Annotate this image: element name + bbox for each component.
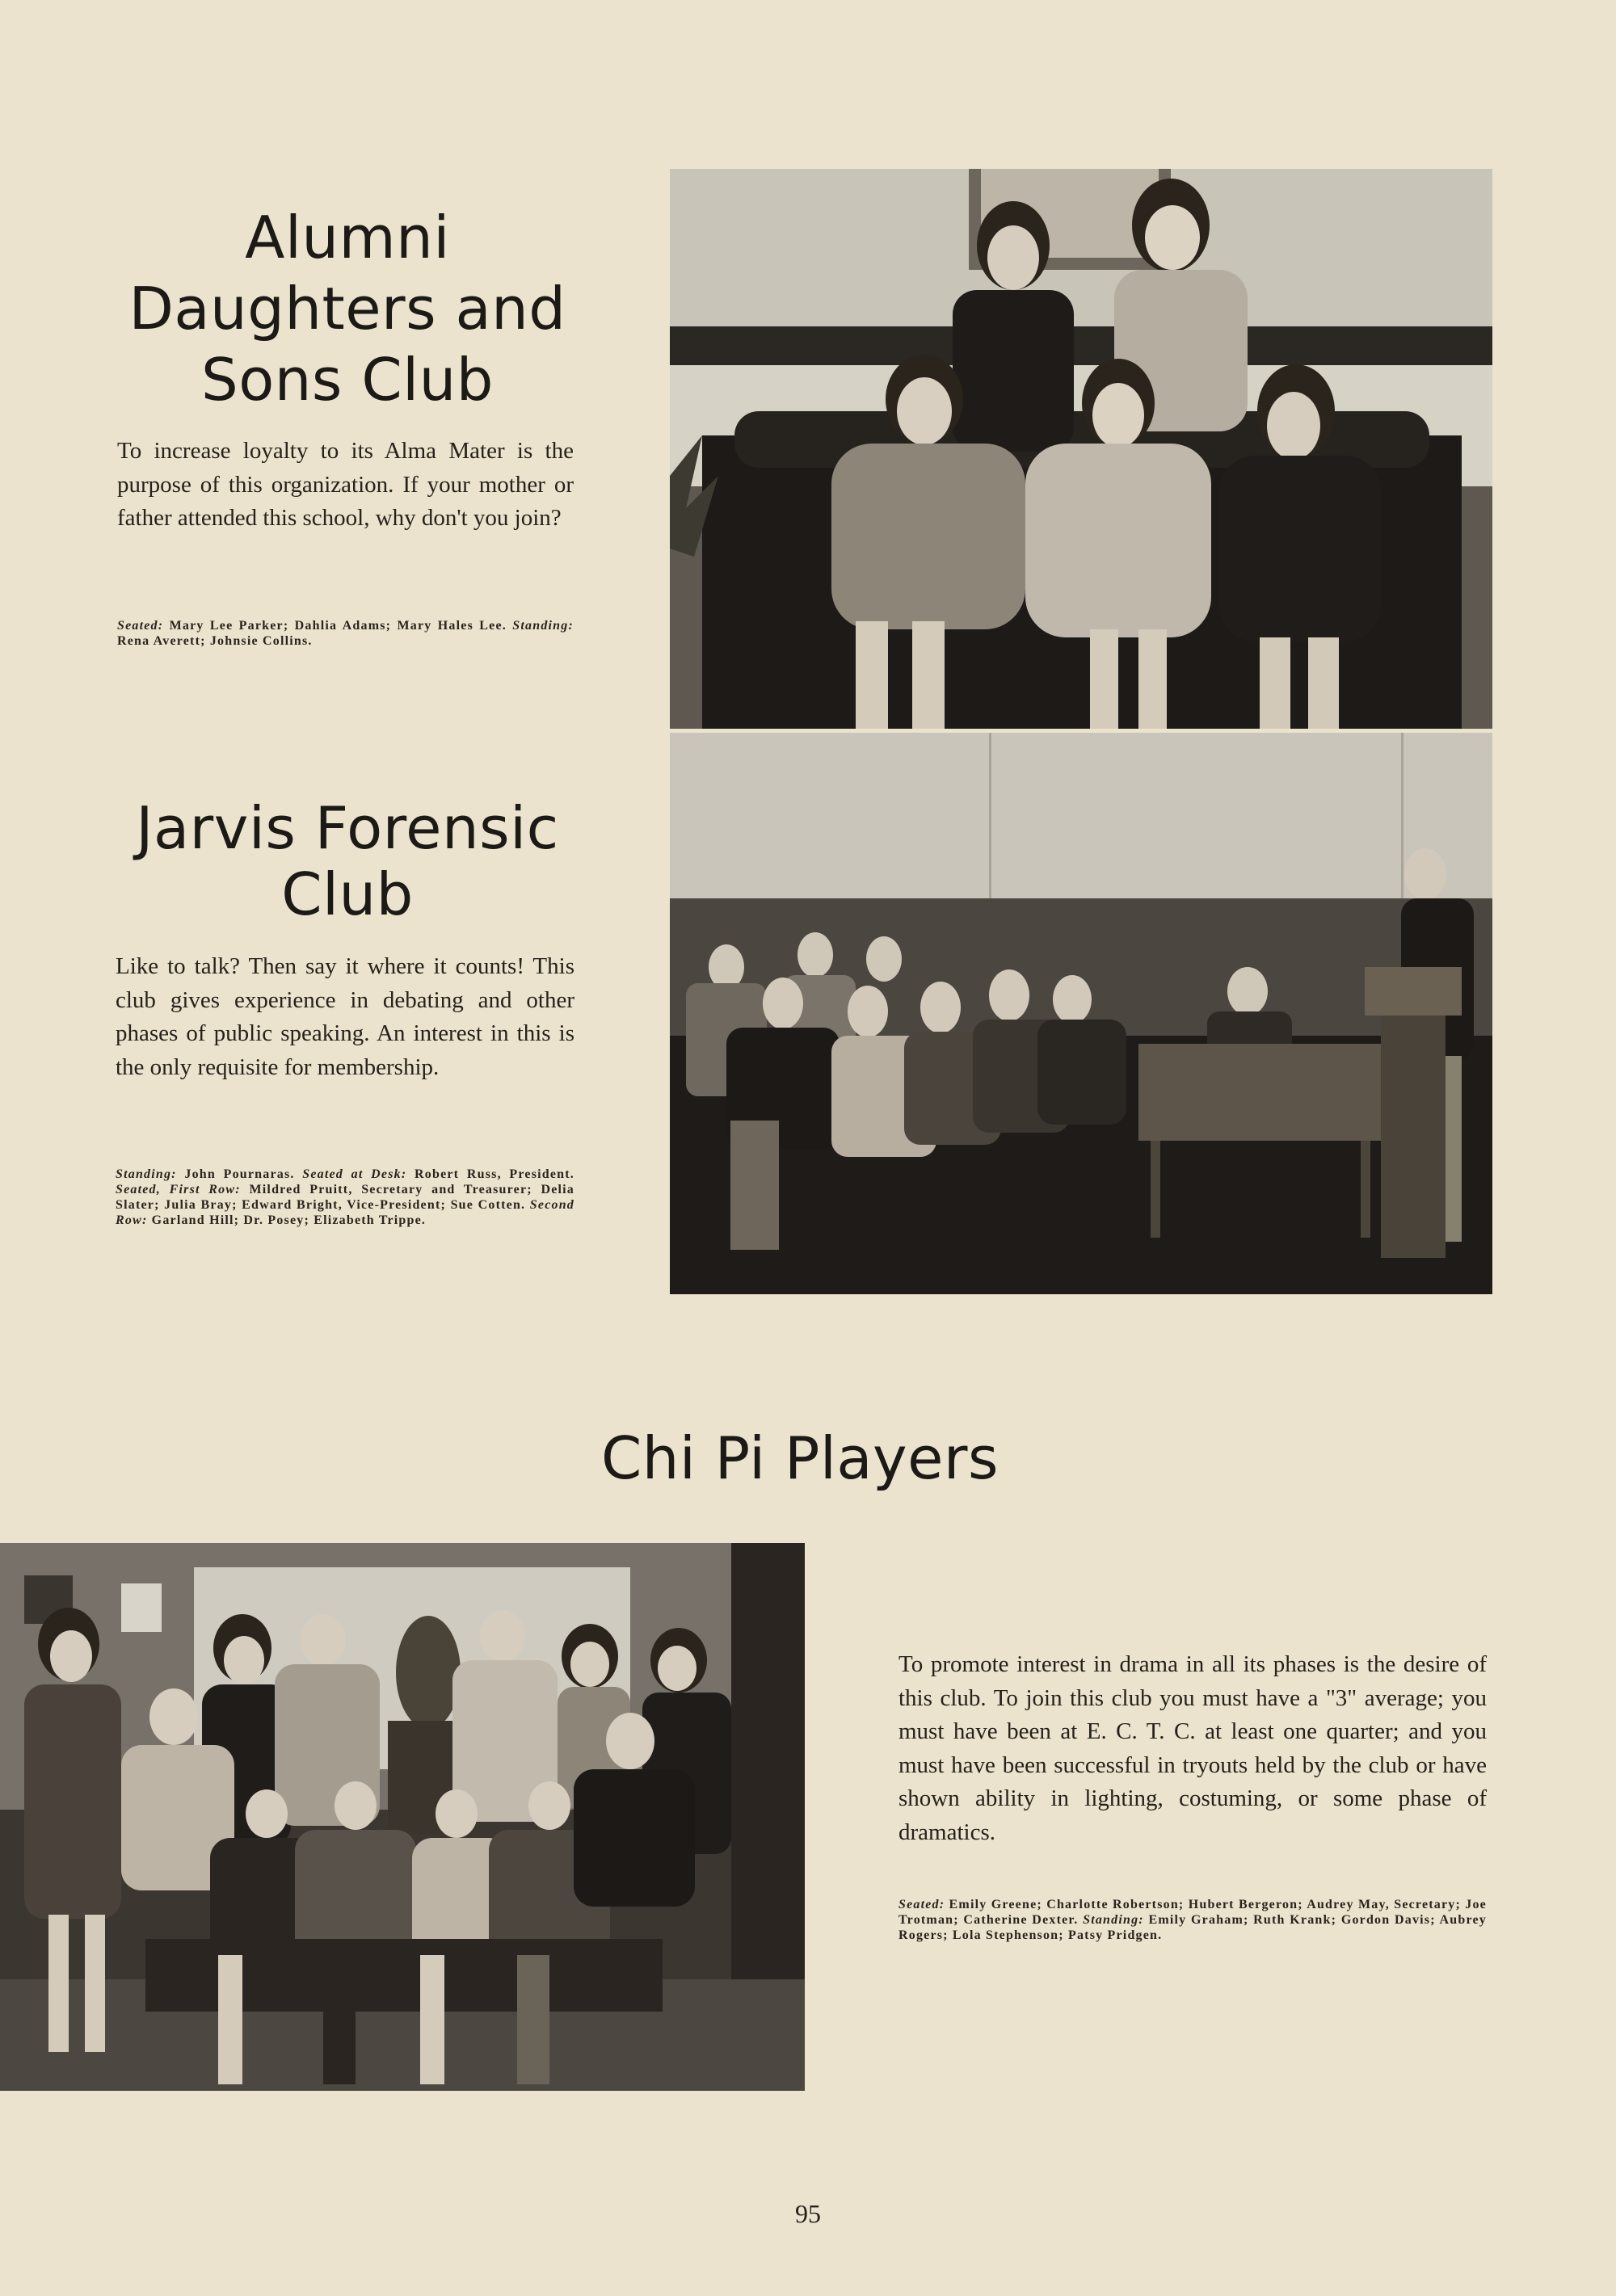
chi-pi-players-photo (0, 1543, 805, 2091)
caption-names-standing: Rena Averett; Johnsie Collins. (117, 634, 313, 648)
chi-pi-players-description: To promote interest in drama in all its phases is the desire of this club. To join this club you must have a "3" average; you must have been at E. C. T. C. at least one quarter; and you must have been successful in tryouts held by the club or have shown ability in lighting, costuming, or some phase of dramatics. (898, 1651, 1487, 1845)
caption-label-seated: Seated: (898, 1898, 945, 1911)
caption-names-seated: Emily Greene; Charlotte Robertson; Hubert Bergeron; Audrey May, Secretary; Joe Trotman; Catherine Dexter. (898, 1898, 1487, 1927)
caption-label-first-row: Seated, First Row: (116, 1183, 241, 1196)
jarvis-club-description: Like to talk? Then say it where it counts! This club gives experience in debating and other phases of public speaking. An interest in this is the only requisite for membership. (116, 953, 574, 1080)
alumni-club-description: To increase loyalty to its Alma Mater is the purpose of this organization. If your mother or father attended this school, why don't you join? (117, 438, 574, 531)
alumni-title-line-2: Daughters and (128, 275, 566, 343)
caption-names-seated: Mary Lee Parker; Dahlia Adams; Mary Hales Lee. (163, 619, 513, 633)
caption-label-standing: Standing: (1083, 1913, 1144, 1927)
caption-names-second-row: Garland Hill; Dr. Posey; Elizabeth Trippe. (147, 1213, 427, 1227)
caption-label-second-row: Second Row: (116, 1198, 574, 1227)
caption-names-standing: Emily Graham; Ruth Krank; Gordon Davis; Aubrey Rogers; Lola Stephenson; Patsy Pridgen. (898, 1913, 1487, 1942)
alumni-title-line-3: Sons Club (201, 346, 494, 414)
jarvis-club-caption (116, 1167, 574, 1228)
caption-names-standing: John Pournaras. (176, 1167, 303, 1181)
chi-pi-players-title: Chi Pi Players (600, 1424, 999, 1492)
jarvis-club-title (97, 795, 598, 927)
caption-label-seated-desk: Seated at Desk: (302, 1167, 407, 1181)
alumni-title-line-1: Alumni (245, 204, 450, 271)
chi-pi-players-caption (898, 1897, 1487, 1943)
page-number: 95 (795, 2199, 821, 2228)
alumni-club-caption (117, 618, 574, 649)
caption-label-seated: Seated: (117, 619, 164, 633)
caption-label-standing: Standing: (116, 1167, 177, 1181)
alumni-club-title (97, 202, 598, 415)
alumni-club-photo (670, 169, 1492, 729)
caption-names-seated-desk: Robert Russ, President. (406, 1167, 574, 1181)
caption-names-first-row: Mildred Pruitt, Secretary and Treasurer; Delia Slater; Julia Bray; Edward Bright, Vice-President; Sue Cotten. (116, 1183, 574, 1212)
jarvis-title-line-2: Club (281, 860, 414, 928)
jarvis-club-photo (670, 733, 1492, 1294)
jarvis-title-line-1: Jarvis Forensic (136, 794, 559, 862)
caption-label-standing: Standing: (512, 619, 574, 633)
